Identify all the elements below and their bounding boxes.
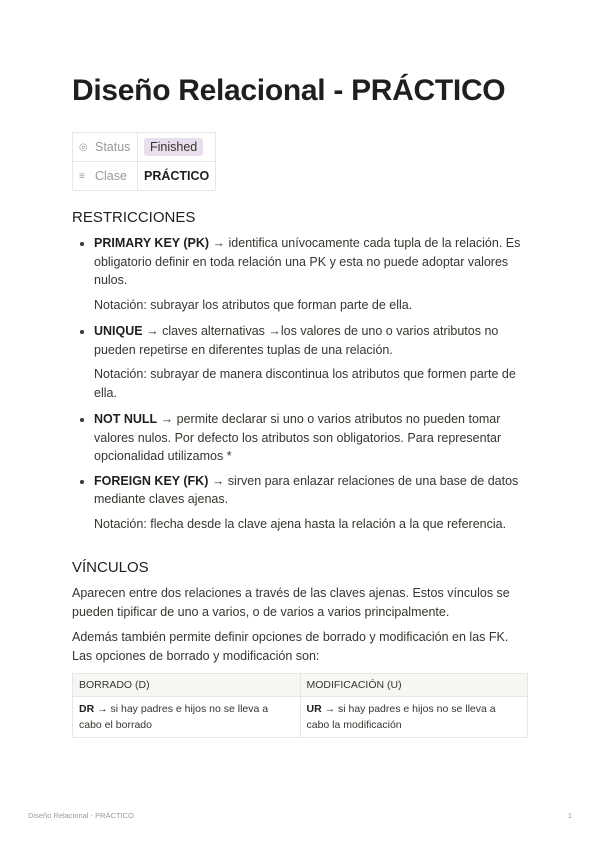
column-header: MODIFICACIÓN (U) xyxy=(300,674,528,697)
table-row xyxy=(73,697,528,738)
property-value[interactable] xyxy=(138,162,216,191)
item-term: NOT NULL xyxy=(94,412,158,426)
options-table xyxy=(72,673,528,738)
property-key-label: Status xyxy=(95,140,131,154)
clase-value[interactable]: PRÁCTICO xyxy=(144,169,210,183)
status-icon: ◎ xyxy=(79,142,88,154)
cell-term: UR xyxy=(306,703,322,715)
property-row-clase xyxy=(73,162,216,191)
list-item xyxy=(94,322,528,402)
text-lines-icon: ≡ xyxy=(79,171,85,183)
property-key-label: Clase xyxy=(95,169,127,183)
item-term: PRIMARY KEY (PK) xyxy=(94,236,210,250)
cell-text: → si hay padres e hijos no se lleva a cabo la modificación xyxy=(306,703,496,731)
table-cell xyxy=(73,697,301,738)
item-text: → identifica unívocamente cada tupla de la relación. Es obligatorio definir en toda relación una PK y esta no puede adoptar valores nulos. xyxy=(94,236,521,287)
property-key xyxy=(73,133,138,162)
property-row-status xyxy=(73,133,216,162)
item-term: FOREIGN KEY (FK) xyxy=(94,473,209,488)
page-footer xyxy=(28,811,572,820)
item-text: → sirven para enlazar relaciones de una base de datos mediante claves ajenas. xyxy=(94,473,519,506)
column-header: BORRADO (D) xyxy=(73,674,301,697)
item-note: Notación: subrayar de manera discontinua los atributos que formen parte de ella. xyxy=(94,367,516,400)
cell-term: DR xyxy=(79,703,95,715)
list-item xyxy=(94,234,528,314)
item-note: Notación: subrayar los atributos que forman parte de ella. xyxy=(94,297,413,312)
item-text: → permite declarar si uno o varios atributos no pueden tomar valores nulos. Por defecto los atributos son obligatorios. Para representar opcionalidad utilizamos * xyxy=(94,412,502,463)
status-badge[interactable]: Finished xyxy=(144,138,203,156)
property-value[interactable] xyxy=(138,133,216,162)
paragraph: Aparecen entre dos relaciones a través de las claves ajenas. Estos vínculos se pueden tipificar de uno a varios, o de varios a varios principalmente. xyxy=(72,586,510,619)
cell-text: → si hay padres e hijos no se lleva a cabo el borrado xyxy=(79,703,269,731)
document xyxy=(72,70,528,738)
item-term: UNIQUE xyxy=(94,324,143,338)
properties-table xyxy=(72,132,216,191)
page-number: 1 xyxy=(567,811,572,820)
section-heading-vinculos: VÍNCULOS xyxy=(72,559,149,576)
list-item xyxy=(94,472,528,534)
paragraph: Además también permite definir opciones de borrado y modificación en las FK. Las opciones de borrado y modificación son: xyxy=(72,630,509,663)
restricciones-list xyxy=(72,234,528,533)
property-key xyxy=(73,162,138,191)
list-item xyxy=(94,410,528,466)
page-title: Diseño Relacional - PRÁCTICO xyxy=(72,74,506,107)
item-note: Notación: flecha desde la clave ajena hasta la relación a la que referencia. xyxy=(94,516,507,531)
footer-title: Diseño Relacional - PRÁCTICO xyxy=(28,811,134,820)
item-text: → claves alternativas →los valores de uno o varios atributos no pueden repetirse en diferentes tuplas de una relación. xyxy=(94,324,499,357)
section-heading-restricciones: RESTRICCIONES xyxy=(72,209,196,226)
table-header-row xyxy=(73,674,528,697)
table-cell xyxy=(300,697,528,738)
